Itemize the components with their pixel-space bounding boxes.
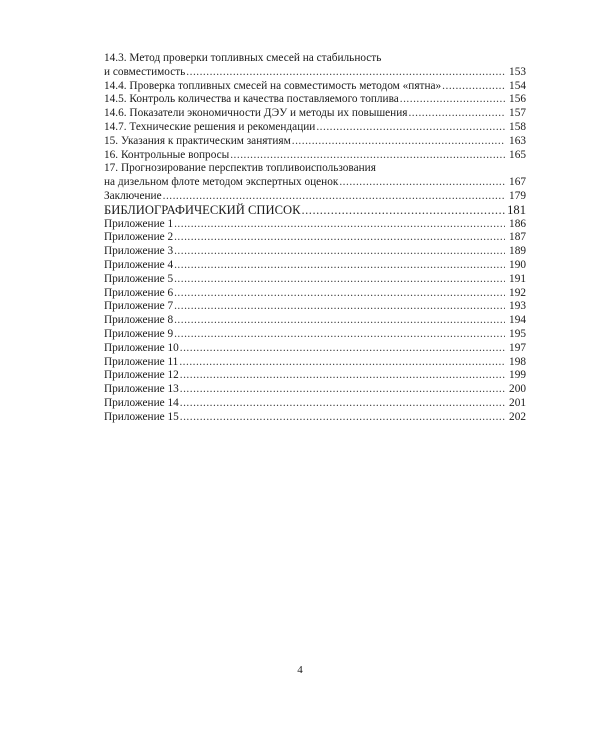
- toc-entry: [104, 93, 526, 107]
- toc-entry-line: [104, 369, 526, 383]
- dot-leader: [174, 328, 505, 342]
- toc-entry: [104, 162, 526, 190]
- toc-entry: [104, 369, 526, 383]
- toc-entry-title: Заключение: [104, 189, 162, 202]
- toc-entry-page: 157: [509, 107, 526, 120]
- toc-entry-page: 186: [509, 217, 526, 230]
- toc-entry-title: Приложение 8: [104, 314, 174, 327]
- toc-entry-line: [104, 204, 526, 218]
- toc-entry-page: 200: [509, 383, 526, 396]
- toc-entry-line: [104, 231, 526, 245]
- dot-leader: [174, 245, 505, 259]
- toc-entry-title: 14.5. Контроль количества и качества поставляемого топлива: [104, 93, 399, 106]
- toc-entry-page: 197: [509, 341, 526, 354]
- toc-entry-page: 190: [509, 258, 526, 271]
- toc-entry-page: 187: [509, 231, 526, 244]
- toc-entry: [104, 383, 526, 397]
- toc-entry: [104, 204, 526, 218]
- toc-entry-line: [104, 411, 526, 425]
- toc-entry: [104, 287, 526, 301]
- toc-entry-line: [104, 273, 526, 287]
- toc-entry-title: и совместимость: [104, 65, 186, 78]
- toc-entry-title: Приложение 9: [104, 327, 174, 340]
- toc-entry-title: Приложение 10: [104, 341, 179, 354]
- toc-entry-line: [104, 383, 526, 397]
- toc-entry-title: на дизельном флоте методом экспертных оценок: [104, 176, 339, 189]
- toc-entry-title: 14.3. Метод проверки топливных смесей на стабильность: [104, 52, 382, 64]
- dot-leader: [230, 149, 505, 163]
- toc-entry: [104, 135, 526, 149]
- dot-leader: [179, 356, 505, 370]
- toc-entry-line: [104, 314, 526, 328]
- toc-entry: [104, 80, 526, 94]
- toc-entry-line: [104, 287, 526, 301]
- page-number: 4: [297, 664, 303, 676]
- dot-leader: [442, 80, 505, 94]
- toc-entry-page: 199: [509, 369, 526, 382]
- dot-leader: [302, 204, 506, 218]
- dot-leader: [180, 411, 505, 425]
- toc-entry: [104, 190, 526, 204]
- toc-entry: [104, 107, 526, 121]
- toc-entry-line: [104, 66, 526, 80]
- toc-entry-page: 189: [509, 245, 526, 258]
- dot-leader: [174, 231, 505, 245]
- toc-entry: [104, 231, 526, 245]
- toc-entry-line: [104, 176, 526, 190]
- toc-entry-page: 194: [509, 314, 526, 327]
- toc-entry-title: 16. Контрольные вопросы: [104, 148, 230, 161]
- toc-entry-title: Приложение 11: [104, 355, 179, 368]
- dot-leader: [174, 259, 505, 273]
- toc-entry-page: 193: [509, 300, 526, 313]
- toc-entry-title: 17. Прогнозирование перспектив топливоиспользования: [104, 162, 376, 175]
- toc-entry-title: Приложение 13: [104, 383, 179, 396]
- toc-entry-title: Приложение 7: [104, 300, 174, 313]
- toc-entry: [104, 300, 526, 314]
- dot-leader: [292, 135, 505, 149]
- toc-entry-line: [104, 397, 526, 411]
- toc-entry-line: [104, 121, 526, 135]
- toc-entry: [104, 259, 526, 273]
- toc-entry-title: Приложение 15: [104, 410, 179, 423]
- dot-leader: [163, 190, 505, 204]
- toc-entry-page: 191: [509, 272, 526, 285]
- toc-entry-title: Приложение 12: [104, 369, 179, 382]
- toc-entry: [104, 342, 526, 356]
- toc-entry-line: [104, 135, 526, 149]
- toc-entry: [104, 218, 526, 232]
- toc-entry-title: Приложение 5: [104, 272, 174, 285]
- dot-leader: [316, 121, 505, 135]
- dot-leader: [180, 397, 505, 411]
- dot-leader: [180, 369, 505, 383]
- dot-leader: [180, 383, 505, 397]
- toc-entry-title: Приложение 6: [104, 286, 174, 299]
- toc-entry-line: [104, 52, 526, 66]
- toc-entry-title: Приложение 3: [104, 245, 174, 258]
- toc-entry: [104, 314, 526, 328]
- toc-entry-page: 202: [509, 410, 526, 423]
- toc-entry-page: 156: [509, 93, 526, 106]
- toc-entry-title: 14.4. Проверка топливных смесей на совместимость методом «пятна»: [104, 79, 442, 92]
- toc-entry-page: 158: [509, 120, 526, 133]
- toc-entry-title: 14.7. Технические решения и рекомендации: [104, 120, 316, 133]
- toc-entry-line: [104, 356, 526, 370]
- toc-entry-title: Приложение 14: [104, 396, 179, 409]
- toc-entry-page: 198: [509, 355, 526, 368]
- toc-entry-page: 163: [509, 134, 526, 147]
- toc-entry-page: 154: [509, 79, 526, 92]
- toc-entry: [104, 245, 526, 259]
- dot-leader: [174, 287, 505, 301]
- dot-leader: [400, 93, 505, 107]
- toc-entry-page: 192: [509, 286, 526, 299]
- toc-entry-line: [104, 107, 526, 121]
- toc-entry-title: 14.6. Показатели экономичности ДЭУ и методы их повышения: [104, 107, 408, 120]
- dot-leader: [339, 176, 505, 190]
- toc-entry: [104, 411, 526, 425]
- toc-entry-page: 165: [509, 148, 526, 161]
- dot-leader: [174, 314, 505, 328]
- toc-entry-page: 179: [509, 189, 526, 202]
- toc-entry: [104, 52, 526, 80]
- toc-entry-title: 15. Указания к практическим занятиям: [104, 134, 291, 147]
- toc-entry-line: [104, 328, 526, 342]
- toc-entry: [104, 121, 526, 135]
- toc-entry-line: [104, 245, 526, 259]
- toc-entry-line: [104, 218, 526, 232]
- toc-entry: [104, 149, 526, 163]
- toc-entry-line: [104, 93, 526, 107]
- toc-entry-page: 181: [507, 202, 526, 217]
- toc-entry-line: [104, 342, 526, 356]
- toc-entry: [104, 273, 526, 287]
- toc-entry-page: 201: [509, 396, 526, 409]
- dot-leader: [408, 107, 505, 121]
- toc-entry-title: Приложение 4: [104, 258, 174, 271]
- toc-entry-page: 153: [509, 65, 526, 78]
- dot-leader: [174, 273, 505, 287]
- toc-entry-title: Приложение 2: [104, 231, 174, 244]
- toc-entry-page: 167: [509, 176, 526, 189]
- toc-entry-line: [104, 259, 526, 273]
- table-of-contents: [104, 52, 526, 425]
- toc-entry-line: [104, 162, 526, 176]
- toc-entry: [104, 356, 526, 370]
- toc-entry-page: 195: [509, 327, 526, 340]
- toc-entry: [104, 397, 526, 411]
- toc-entry-line: [104, 300, 526, 314]
- dot-leader: [174, 218, 505, 232]
- dot-leader: [180, 342, 505, 356]
- dot-leader: [174, 300, 505, 314]
- toc-entry-line: [104, 80, 526, 94]
- toc-entry: [104, 328, 526, 342]
- toc-entry-title: БИБЛИОГРАФИЧЕСКИЙ СПИСОК: [104, 202, 301, 217]
- toc-entry-title: Приложение 1: [104, 217, 174, 230]
- dot-leader: [186, 66, 505, 80]
- toc-entry-line: [104, 190, 526, 204]
- toc-entry-line: [104, 149, 526, 163]
